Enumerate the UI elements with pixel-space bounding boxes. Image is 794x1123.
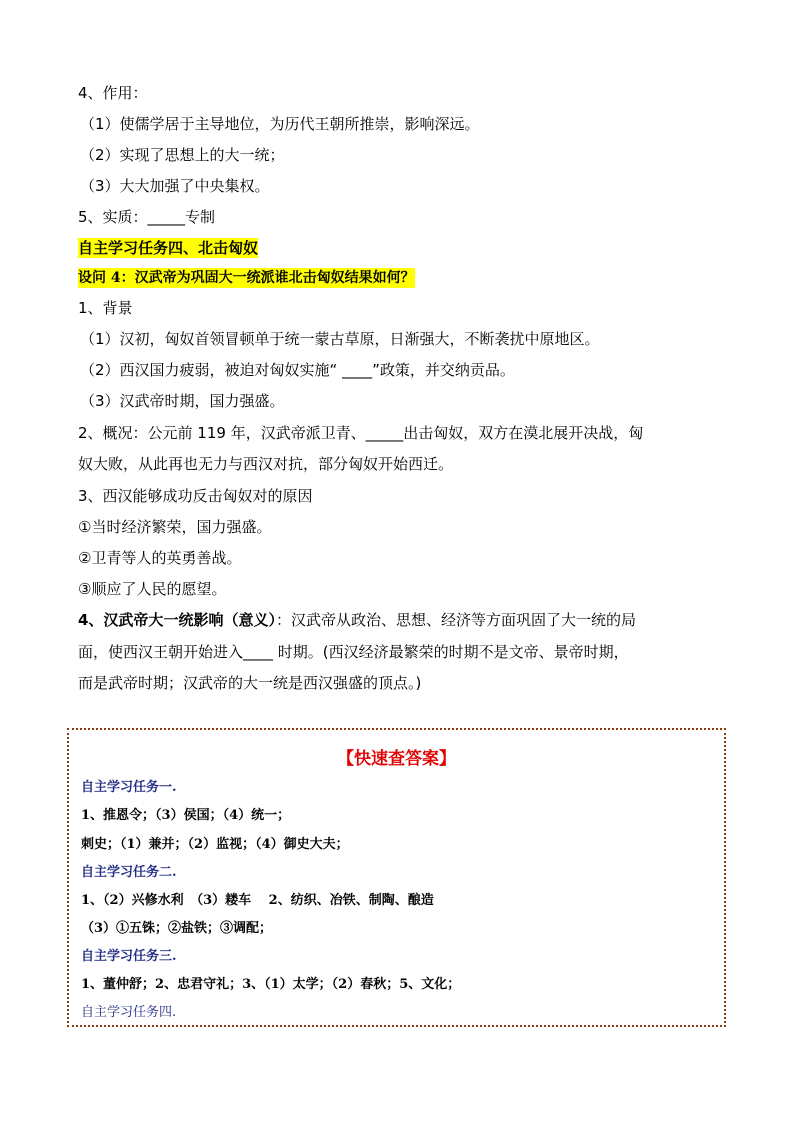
question4: 设问 4：汉武帝为巩固大一统派谁北击匈奴结果如何？ [78,270,415,286]
answer-line-5: 1、董仲舒；2、忠君守礼；3、（1）太学；（2）春秋；5、文化； [81,977,461,992]
effect-item-2: （2）实现了思想上的大一统； [80,146,285,164]
overview-line-2: 奴大败，从此再也无力与西汉对抗，部分匈奴开始西迁。 [78,455,454,473]
reason-item-3: ③顺应了人民的愿望。 [78,580,227,598]
background-item-2: （2）西汉国力疲弱，被迫对匈奴实施“ ____”政策，并交纳贡品。 [80,361,515,379]
answer-box-title: 【快速查答案】 [337,749,456,769]
answer-task4-heading: 自主学习任务四. [81,1005,177,1020]
impact-line-3: 而是武帝时期；汉武帝的大一统是西汉强盛的顶点。) [78,674,422,692]
answer-line-3: 1、（2）兴修水利 （3）耧车 2、纺织、冶铁、制陶、酿造 [81,893,434,908]
answer-box [67,728,726,1027]
impact-line-2: 面，使西汉王朝开始进入____ 时期。(西汉经济最繁荣的时期不是文帝、景帝时期， [78,643,629,661]
essence-line: 5、实质：_____专制 [78,208,216,226]
impact-line-1 [78,610,636,630]
answer-task3-heading: 自主学习任务三. [81,949,177,964]
impact-label: 4、汉武帝大一统影响（意义） [78,611,276,629]
background-item-3: （3）汉武帝时期，国力强盛。 [80,392,285,410]
answer-line-4: （3）①五铢；②盐铁；③调配； [81,921,273,936]
reason-heading: 3、西汉能够成功反击匈奴对的原因 [78,487,313,505]
reason-item-2: ②卫青等人的英勇善战。 [78,549,242,567]
effect-item-1: （1）使儒学居于主导地位，为历代王朝所推崇，影响深远。 [80,115,480,133]
impact-text: ：汉武帝从政治、思想、经济等方面巩固了大一统的局 [275,611,636,629]
overview-line-1: 2、概况：公元前 119 年，汉武帝派卫青、_____出击匈奴，双方在漠北展开决战，匈 [78,424,644,442]
answer-task1-heading: 自主学习任务一. [81,780,177,795]
background-item-1: （1）汉初，匈奴首领冒顿单于统一蒙古草原，日渐强大，不断袭扰中原地区。 [80,330,600,348]
reason-item-1: ①当时经济繁荣，国力强盛。 [78,518,272,536]
background-heading: 1、背景 [78,299,133,317]
effect-item-3: （3）大大加强了中央集权。 [80,177,270,195]
answer-task2-heading: 自主学习任务二. [81,865,177,880]
answer-line-2: 刺史；（1）兼并；（2）监视；（4）御史大夫； [81,837,349,852]
section-heading-effect: 4、作用： [78,84,148,102]
task4-title: 自主学习任务四、北击匈奴 [78,239,259,257]
answer-line-1: 1、推恩令；（3）侯国；（4）统一； [81,808,291,823]
